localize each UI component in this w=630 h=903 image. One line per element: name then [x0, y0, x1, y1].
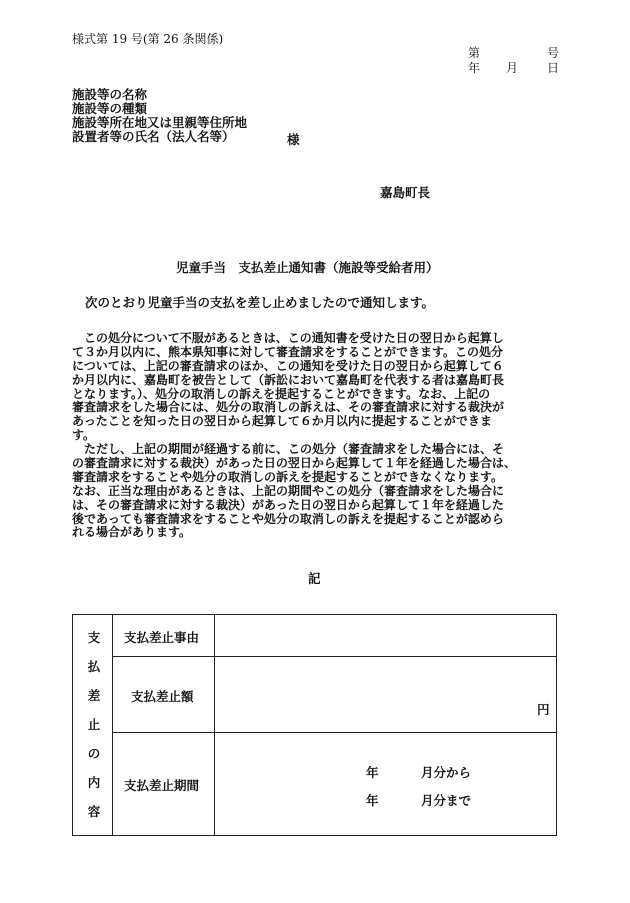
body-line: て３か月以内に、熊本県知事に対して審査請求をすることができます。この処分	[72, 344, 504, 359]
body-line: となります。）、処分の取消しの訴えを提起することができます。なお、上記の	[72, 386, 491, 401]
body-line: ただし、上記の期間が経過する前に、この処分（審査請求をした場合には、そ	[72, 442, 505, 457]
body-line: れる場合があります。	[72, 525, 192, 540]
table-border-left	[72, 614, 73, 836]
body-line: す。	[72, 428, 96, 443]
table-divider-vertical	[214, 614, 215, 836]
ki-heading: 記	[308, 571, 321, 586]
honorific: 様	[287, 132, 300, 147]
body-line: なお、正当な理由があるときは、上記の期間やこの処分（審査請求をした場合に	[72, 483, 505, 498]
form-number: 様式第 19 号(第 26 条関係)	[72, 32, 224, 46]
body-line: 審査請求をした場合には、処分の取消しの訴えは、その審査請求に対する裁決が	[72, 400, 505, 415]
body-line: 後であっても審査請求をすることや処分の取消しの訴えを提起することが認めら	[72, 511, 504, 526]
document-title: 児童手当 支払差止通知書（施設等受給者用）	[176, 260, 439, 275]
period-start-year-label: 年	[366, 765, 379, 780]
body-line: この処分について不服があるときは、この通知書を受けた日の翌日から起算し	[72, 331, 504, 345]
facility-address-label: 施設等所在地又は里親等住所地	[72, 115, 248, 130]
founder-name-label: 設置者等の氏名（法人名等）	[72, 129, 235, 144]
vertical-label-char: 支	[87, 630, 101, 645]
body-line: あったことを知った日の翌日から起算して６か月以内に提起することができま	[72, 414, 492, 429]
issuer-name: 嘉島町長	[380, 185, 431, 200]
period-label: 支払差止期間	[124, 778, 200, 793]
appeal-notice-paragraph	[72, 332, 562, 540]
date-day-label: 日	[547, 61, 560, 75]
vertical-label-char: の	[87, 746, 101, 761]
body-line: については、上記の審査請求のほか、この通知を受けた日の翌日から起算して６	[72, 358, 504, 373]
date-month-label: 月	[506, 61, 519, 75]
document-number-prefix: 第	[468, 46, 481, 60]
vertical-label-char: 払	[87, 659, 101, 674]
table-border-bottom	[72, 835, 557, 836]
period-end-year-label: 年	[366, 793, 379, 808]
vertical-label-char: 止	[87, 717, 101, 732]
yen-unit: 円	[537, 702, 550, 717]
body-line: の審査請求に対する裁決）があった日の翌日から起算して１年を経過した場合は、	[72, 456, 516, 471]
table-divider-horizontal	[112, 656, 557, 657]
facility-type-label: 施設等の種類	[72, 101, 148, 116]
table-divider-vertical	[112, 614, 113, 836]
period-end-month-label: 月分まで	[421, 793, 472, 808]
table-border-right	[556, 614, 557, 836]
period-start-month-label: 月分から	[421, 765, 472, 780]
body-line: は、その審査請求に対する裁決）があった日の翌日から起算して１年を経過した	[72, 497, 504, 512]
body-line: か月以内に、嘉島町を被告として（訴訟において嘉島町を代表する者は嘉島町長	[72, 372, 505, 387]
vertical-label-char: 内	[87, 775, 101, 790]
vertical-label-char: 容	[87, 804, 101, 819]
document-number-suffix: 号	[547, 46, 560, 60]
table-border-top	[72, 614, 557, 615]
reason-label: 支払差止事由	[124, 630, 200, 645]
amount-label: 支払差止額	[131, 689, 194, 704]
lead-sentence: 次のとおり児童手当の支払を差し止めましたので通知します。	[85, 295, 435, 310]
body-line: 審査請求をすることや処分の取消しの訴えを提起することができなくなります。	[72, 469, 504, 484]
facility-name-label: 施設等の名称	[72, 87, 148, 102]
date-year-label: 年	[468, 61, 481, 75]
vertical-label-char: 差	[87, 688, 101, 703]
table-divider-horizontal	[112, 732, 557, 733]
